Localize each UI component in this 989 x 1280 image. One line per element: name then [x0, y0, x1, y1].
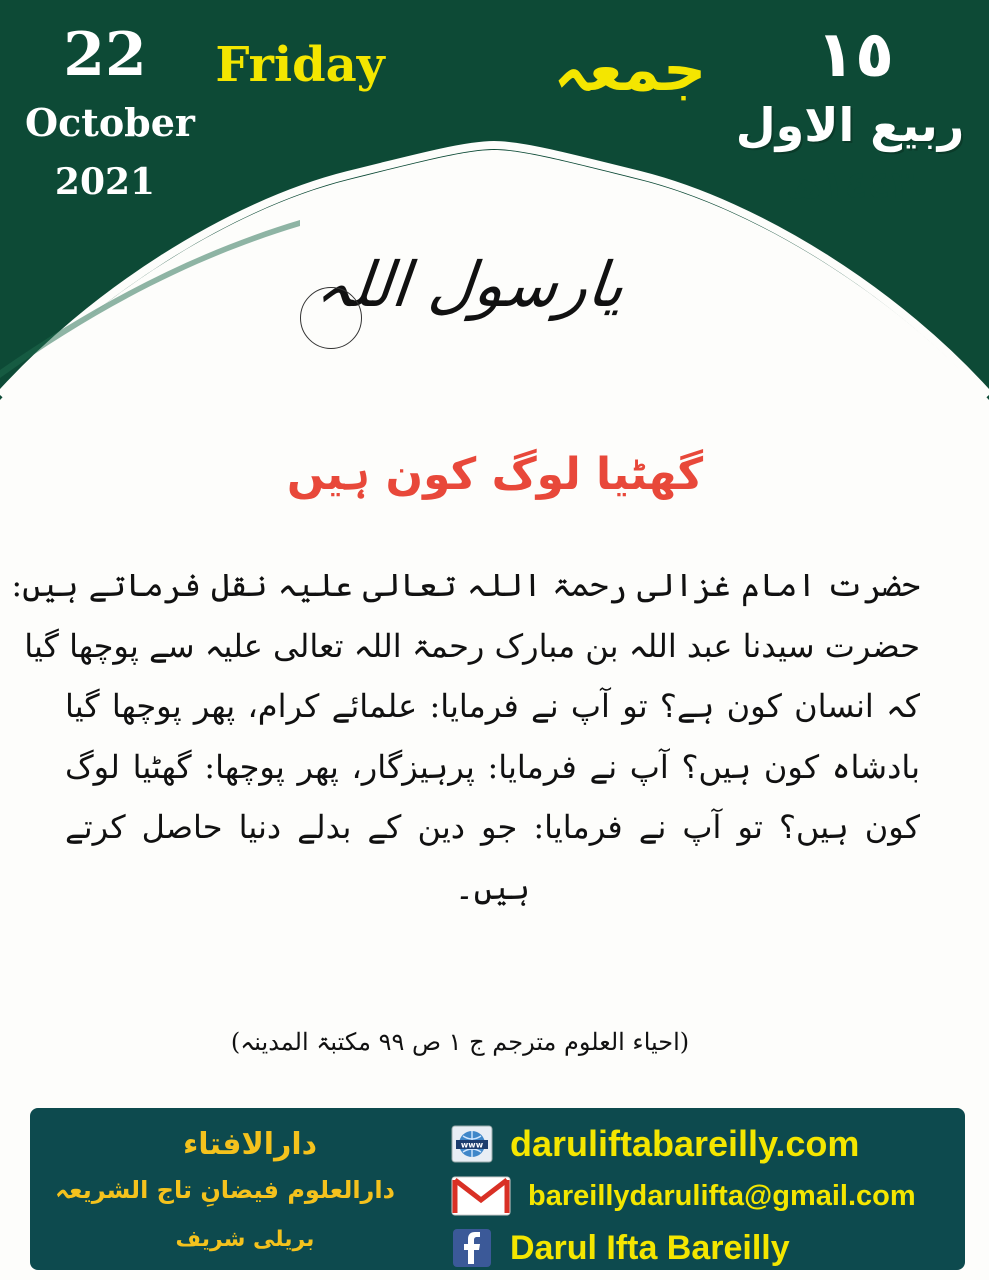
- www-globe-icon: [450, 1124, 494, 1164]
- article-title: گھٹیا لوگ کون ہیں: [286, 449, 704, 500]
- email-row[interactable]: [450, 1172, 916, 1220]
- article-line: حضرت سیدنا عبد اللہ بن مبارک رحمۃ اللہ تعالی علیہ سے پوچھا گیا: [24, 626, 920, 665]
- org-location: بریلی شریف: [175, 1227, 315, 1252]
- hijri-year: ١٤٤٣ھ: [785, 163, 915, 207]
- weekday-urdu: جمعہ: [553, 35, 707, 105]
- article-line: کون ہیں؟ تو آپ نے فرمایا: جو دین کے بدلے دنیا حاصل کرتے: [65, 808, 920, 846]
- article-line: کہ انسان کون ہے؟ تو آپ نے فرمایا: علمائے کرام، پھر پوچھا گیا: [65, 687, 920, 725]
- gregorian-year: 2021: [54, 161, 156, 203]
- facebook-link[interactable]: Darul Ifta Bareilly: [510, 1228, 790, 1267]
- calligraphy-text: یارسول اللہ: [312, 248, 628, 321]
- org-name: دارالعلوم فیضانِ تاج الشریعہ: [55, 1176, 395, 1204]
- reference: (احیاء العلوم مترجم ج ١ ص ٩٩ مکتبۃ المدینہ): [230, 1028, 690, 1056]
- gregorian-day: 22: [63, 20, 147, 90]
- ya-rasool-allah-calligraphy: [290, 215, 650, 375]
- article-line: ہیں۔: [455, 868, 530, 907]
- article-body: [11, 555, 920, 918]
- weekday-english: Friday: [215, 37, 385, 93]
- svg-text:www: www: [460, 1140, 484, 1150]
- hijri-day: ١٥: [815, 18, 895, 92]
- article-line: بادشاہ کون ہیں؟ آپ نے فرمایا: پرہیزگار، پھر پوچھا: گھٹیا لوگ: [65, 747, 920, 786]
- gregorian-month: October: [25, 100, 195, 145]
- facebook-row[interactable]: [450, 1224, 790, 1272]
- website-row[interactable]: [450, 1120, 859, 1168]
- article-line: حضرت امام غزالی رحمۃ اللہ تعالی علیہ نقل فرماتے ہیں:: [11, 566, 920, 604]
- salawat-seal-icon: [300, 287, 362, 349]
- gmail-icon: [450, 1176, 512, 1216]
- email-link[interactable]: bareillydarulifta@gmail.com: [528, 1179, 916, 1212]
- footer-panel: [30, 1108, 965, 1270]
- hijri-month: ربیع الاول: [735, 98, 965, 152]
- website-link[interactable]: daruliftabareilly.com: [510, 1123, 860, 1164]
- org-title: دارالافتاء: [182, 1127, 318, 1162]
- facebook-icon: [450, 1228, 494, 1268]
